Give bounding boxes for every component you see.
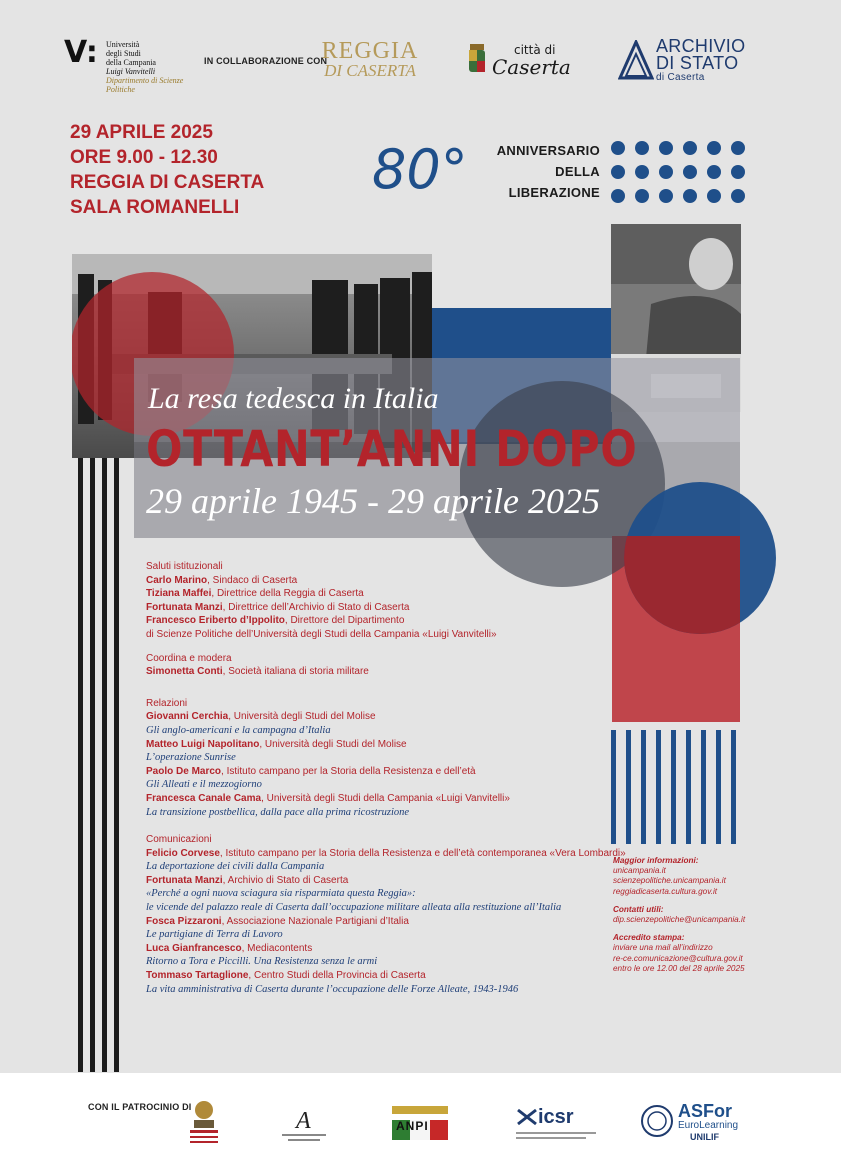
event-room: SALA ROMANELLI	[70, 197, 240, 218]
talk-topic: «Perché a ogni nuova sciagura sia risparmiata questa Reggia»:	[146, 888, 416, 900]
speaker-name: Giovanni Cerchia	[146, 711, 229, 723]
speaker-role: , Mediacontents	[241, 942, 313, 954]
info-contact-email[interactable]: dip.scienzepolitiche@unicampania.it	[613, 915, 746, 925]
speaker-role: , Istituto campano per la Storia della Resistenza e dell’età contemporanea «Vera Lombardi»	[219, 847, 626, 859]
university-department: Dipartimento di Scienze Politiche	[106, 76, 184, 94]
info-link[interactable]: reggiadicaserta.cultura.gov.it	[613, 886, 718, 896]
university-logo-mark: V:	[64, 35, 98, 70]
anniversary-line1: ANNIVERSARIO	[496, 143, 600, 158]
talk-topic: Le partigiane di Terra di Lavoro	[146, 929, 283, 941]
university-line: Luigi Vanvitelli	[106, 67, 156, 76]
speaker-line	[146, 942, 606, 956]
speaker-name: Francesco Eriberto d’Ippolito	[146, 615, 285, 627]
ministry-emblem-icon	[186, 1098, 222, 1150]
reggia-logo-line1: REGGIA	[321, 38, 419, 64]
collaboration-label: IN COLLABORAZIONE CON	[204, 56, 328, 66]
speaker-role-continuation: di Scienze Politiche dell’Università degli Studi della Campania «Luigi Vanvitelli»	[146, 628, 497, 640]
speaker-line	[146, 738, 606, 752]
citta-logo	[466, 42, 571, 82]
archivio-triangle-icon	[618, 40, 654, 80]
archivio-logo-line1: ARCHIVIO	[656, 36, 746, 56]
asfor-name: ASFor	[678, 1101, 732, 1121]
info-more-heading: Maggior informazioni:	[613, 856, 699, 865]
anniversary-line2: DELLA	[555, 164, 600, 179]
speaker-line	[146, 969, 606, 983]
section-heading-coordina: Coordina e modera	[146, 652, 232, 664]
talk-topic: Gli anglo-americani e la campagna d’Italia	[146, 724, 331, 736]
speaker-role: , Direttrice della Reggia di Caserta	[211, 588, 364, 600]
asfor-sub: EuroLearning	[678, 1120, 739, 1131]
asfor-seal-icon	[640, 1104, 674, 1138]
speaker-line	[146, 915, 606, 929]
speaker-line	[146, 614, 606, 628]
speaker-role: , Direttore del Dipartimento	[284, 615, 405, 627]
speaker-role: , Associazione Nazionale Partigiani d’Italia	[221, 915, 409, 927]
anniversary-number: 80°	[372, 138, 468, 201]
speaker-line	[146, 710, 606, 724]
university-line: Università	[106, 40, 140, 49]
archivio-logo	[618, 38, 748, 84]
event-time: ORE 9.00 - 12.30	[70, 147, 218, 168]
talk-topic: La transizione postbellica, dalla pace alla prima ricostruzione	[146, 806, 410, 818]
talk-topic: La deportazione dei civili dalla Campania	[146, 861, 325, 873]
talk-topic-continuation: le vicende del palazzo reale di Caserta dall’occupazione militare alleata alla restituzione all’Italia	[146, 902, 562, 914]
right-stripes-decoration	[611, 730, 741, 844]
speaker-name: Fortunata Manzi	[146, 874, 223, 886]
speaker-role: , Sindaco di Caserta	[207, 574, 298, 586]
speaker-role: , Archivio di Stato di Caserta	[222, 874, 349, 886]
speaker-line	[146, 574, 606, 588]
speaker-role: , Università degli Studi del Molise	[259, 738, 407, 750]
event-subtitle: La resa tedesca in Italia	[148, 382, 439, 415]
event-details	[70, 120, 264, 220]
speaker-name: Felicio Corvese	[146, 847, 220, 859]
anpi-logo	[392, 1106, 448, 1144]
event-date: 29 APRILE 2025	[70, 122, 213, 143]
speaker-name: Tommaso Tartaglione	[146, 970, 249, 982]
speaker-line	[146, 587, 606, 601]
talk-topic: L’operazione Sunrise	[146, 752, 236, 764]
reggia-logo-line2: DI CASERTA	[324, 61, 416, 80]
anpi-text: ANPI	[396, 1119, 429, 1133]
dots-pattern-decoration	[610, 140, 750, 204]
archivio-logo-text	[656, 38, 745, 83]
speaker-name: Simonetta Conti	[146, 666, 223, 678]
icsr-text: icsr	[538, 1106, 574, 1128]
info-press-email[interactable]: re-ce.comunicazione@cultura.gov.it	[613, 953, 743, 963]
svg-text:A: A	[296, 1108, 311, 1134]
speaker-name: Paolo De Marco	[146, 765, 222, 777]
anniversary-line3: LIBERAZIONE	[508, 185, 600, 200]
speaker-name: Tiziana Maffei	[146, 588, 212, 600]
archivio-logo-line3: di Caserta	[656, 72, 705, 83]
speaker-line	[146, 847, 626, 861]
foundation-logo-icon	[278, 1104, 330, 1146]
talk-topic: Ritorno a Tora e Piccilli. Una Resistenza senza le armi	[146, 956, 378, 968]
patrocinio-label: CON IL PATROCINIO DI	[88, 1102, 192, 1112]
reggia-logo	[320, 40, 420, 80]
info-press-line: inviare una mail all’indirizzo	[613, 943, 713, 953]
anniversary-text	[474, 140, 600, 203]
info-link[interactable]: unicampania.it	[613, 866, 666, 876]
city-crest-icon	[466, 44, 488, 80]
speaker-name: Carlo Marino	[146, 574, 208, 586]
info-press-line: entro le ore 12.00 del 28 aprile 2025	[613, 963, 745, 973]
speaker-name: Matteo Luigi Napolitano	[146, 738, 260, 750]
event-title: OTTANT’ANNI DOPO	[146, 420, 638, 478]
info-panel	[613, 856, 783, 974]
speaker-name: Luca Gianfrancesco	[146, 942, 242, 954]
event-venue: REGGIA DI CASERTA	[70, 172, 265, 193]
speaker-name: Fosca Pizzaroni	[146, 915, 222, 927]
unilif-text: UNILIF	[690, 1132, 719, 1142]
university-logo-text	[106, 40, 196, 94]
speaker-line	[146, 665, 606, 679]
speaker-name: Fortunata Manzi	[146, 601, 223, 613]
section-heading-saluti: Saluti istituzionali	[146, 561, 223, 572]
talk-topic: Gli Alleati e il mezzogiorno	[146, 779, 262, 791]
archivio-logo-line2: DI STATO	[656, 53, 739, 73]
speaker-line	[146, 874, 606, 888]
citta-logo-line2: Caserta	[492, 55, 571, 79]
speaker-role: , Università degli Studi della Campania «Luigi Vanvitelli»	[261, 792, 510, 804]
speaker-line	[146, 601, 606, 615]
citta-logo-line1: città di	[514, 43, 556, 57]
info-link[interactable]: scienzepolitiche.unicampania.it	[613, 876, 726, 886]
speaker-line	[146, 792, 606, 806]
speaker-role: , Centro Studi della Provincia di Caserta	[248, 970, 426, 982]
program	[146, 560, 626, 996]
university-line: degli Studi	[106, 49, 141, 58]
university-line: della Campania	[106, 58, 156, 67]
info-contacts-heading: Contatti utili:	[613, 904, 664, 914]
talk-topic: La vita amministrativa di Caserta durante l’occupazione delle Forze Alleate, 1943-1946	[146, 983, 519, 995]
icsr-mark-icon	[516, 1106, 538, 1128]
speaker-role: , Società italiana di storia militare	[222, 666, 369, 678]
left-stripes-decoration	[78, 456, 128, 1072]
section-heading-comunicazioni: Comunicazioni	[146, 834, 212, 846]
event-dates-title: 29 aprile 1945 - 29 aprile 2025	[146, 481, 600, 521]
icsr-logo	[516, 1106, 596, 1146]
speaker-name: Francesca Canale Cama	[146, 792, 262, 804]
speaker-role: , Direttrice dell’Archivio di Stato di Caserta	[222, 601, 410, 613]
info-press-heading: Accredito stampa:	[613, 933, 685, 943]
speaker-line	[146, 765, 606, 779]
section-heading-relazioni: Relazioni	[146, 697, 188, 709]
citta-logo-text	[492, 44, 571, 77]
speaker-role: , Istituto campano per la Storia della Resistenza e dell’età	[221, 765, 476, 777]
speaker-role: , Università degli Studi del Molise	[228, 711, 376, 723]
asfor-logo	[640, 1102, 750, 1150]
